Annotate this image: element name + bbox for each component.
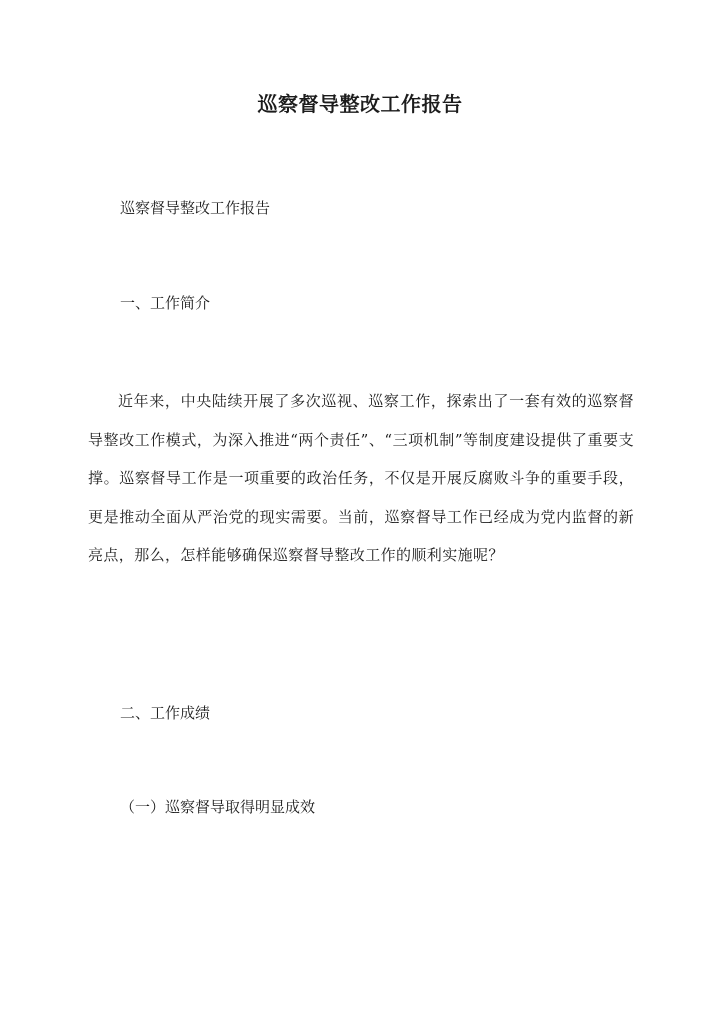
- document-subtitle: 巡察督导整改工作报告: [120, 199, 271, 217]
- subsection-heading-results: （一）巡察督导取得明显成效: [120, 798, 316, 816]
- document-title: 巡察督导整改工作报告: [257, 92, 463, 116]
- section-heading-intro: 一、工作简介: [120, 294, 211, 312]
- section-heading-achievements: 二、工作成绩: [120, 704, 211, 722]
- intro-paragraph: 近年来，中央陆续开展了多次巡视、巡察工作，探索出了一套有效的巡察督导整改工作模式，为深入推进“两个责任”、“三项机制”等制度建设提供了重要支撑。巡察督导工作是一项重要的政治任务，不仅是开展反腐败斗争的重要手段，更是推动全面从严治党的现实需要。当前，巡察督导工作已经成为党内监督的新亮点，那么，怎样能够确保巡察督导整改工作的顺利实施呢？: [88, 392, 634, 565]
